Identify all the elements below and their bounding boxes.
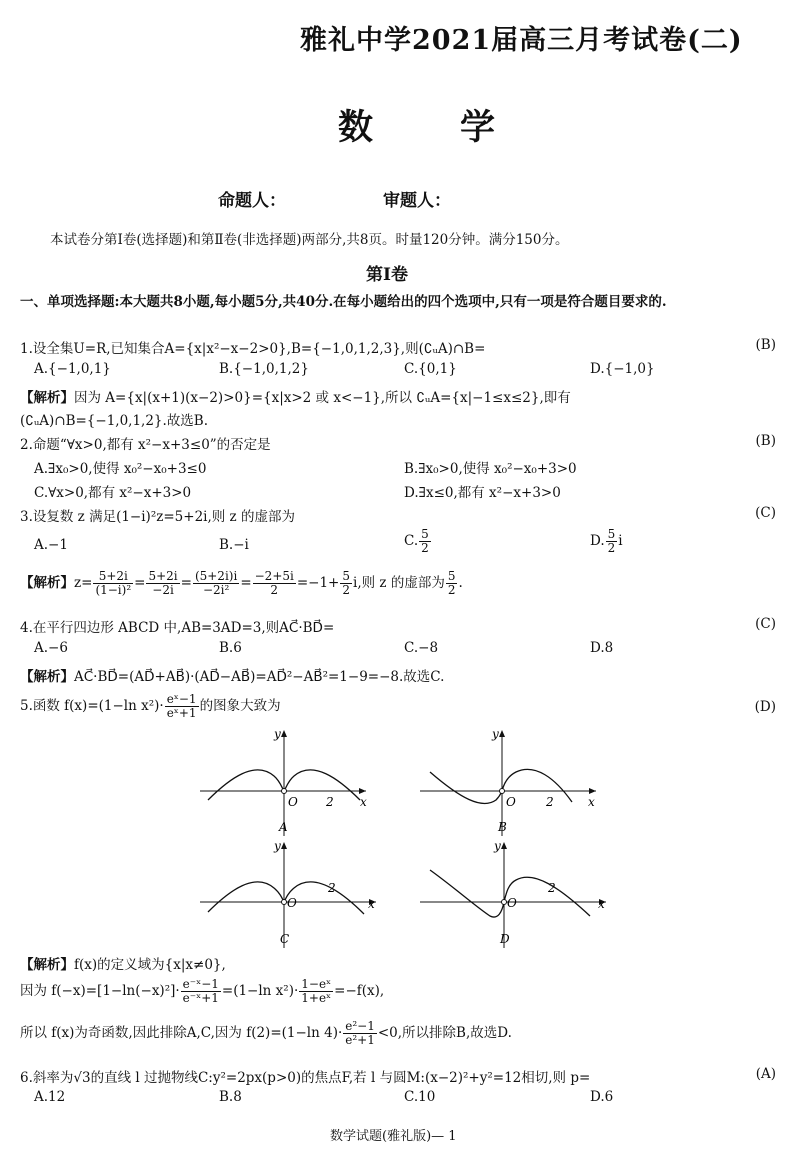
section-heading: 一、单项选择题:本大题共8小题,每小题5分,共40分.在每小题给出的四个选项中,只有一项是符合题目要求的.: [20, 294, 667, 310]
q3-option-b: B.−i: [219, 537, 249, 553]
graph-d-origin: O: [507, 896, 517, 910]
graph-d-y-label: y: [494, 840, 501, 853]
graph-b-x-label: x: [588, 795, 595, 809]
q1-stem: 1.设全集U=R,已知集合A={x|x²−x−2>0},B={−1,0,1,2,3},则(∁ᵤA)∩B=: [20, 341, 486, 357]
graph-a-x-label: x: [360, 795, 367, 809]
q2-option-d: D.∃x≤0,都有 x²−x+3>0: [404, 485, 561, 501]
graph-a-y-label: y: [274, 728, 281, 741]
q4-explanation: 【解析】AC⃗·BD⃗=(AD⃗+AB⃗)·(AD⃗−AB⃗)=AD⃗²−AB⃗²=1−9=−8.故选C.: [20, 669, 445, 685]
q6-stem: 6.斜率为√3的直线 l 过抛物线C:y²=2px(p>0)的焦点F,若 l 与圆M:(x−2)²+y²=12相切,则 p=: [20, 1070, 591, 1086]
q6-option-c: C.10: [404, 1089, 436, 1105]
q5-explanation-line1: 【解析】f(x)的定义域为{x|x≠0},: [20, 957, 226, 973]
q1-option-d: D.{−1,0}: [590, 361, 655, 377]
graph-c-tick: 2: [328, 881, 336, 895]
q3-explanation: 【解析】z= $\frac{5+2i}{\text{(1−i)²}}$ = $\frac{5+2i}{-2i}$ = $\frac{(5+2i)i}{\text{−2i²}}$ = $\frac{-2+5i}{2}$ =−1+ $\frac{5}{2}$ i,则 z 的虚部为 $\frac{5}{2}$ .: [20, 569, 463, 597]
q3-option-c: [404, 528, 432, 555]
q2-stem: 2.命题“∀x>0,都有 x²−x+3≤0”的否定是: [20, 437, 271, 453]
q6-option-d: D.6: [590, 1089, 614, 1105]
q2-option-a: A.∃x₀>0,使得 x₀²−x₀+3≤0: [34, 461, 207, 477]
q5-explanation-line3: 所以 f(x)为奇函数,因此排除A,C,因为 f(2)=(1−ln 4)· $\frac{\text{e²−1}}{\text{e²+1}}$ <0,所以排除B,故选D.: [20, 1019, 512, 1047]
q3-answer: (C): [755, 505, 776, 521]
q3-option-c-fraction: $\frac{5}{2}$: [421, 527, 429, 555]
reviewer-label: 审题人：: [383, 191, 451, 211]
graph-c-y-label: y: [274, 840, 281, 853]
q5-stem: 5.函数 f(x)=(1−ln x²)· $\frac{\text{eˣ−1}}{\text{eˣ+1}}$ 的图象大致为: [20, 692, 281, 720]
q4-option-c: C.−8: [404, 640, 439, 656]
q4-answer: (C): [755, 616, 776, 632]
graph-c-caption: C: [280, 932, 290, 946]
q4-option-b: B.6: [219, 640, 242, 656]
graph-a-tick: 2: [326, 795, 334, 809]
graph-b-y-label: y: [492, 728, 499, 741]
q5-explanation-line2: 因为 f(−x)=[1−ln(−x)²]· $\frac{\text{e⁻ˣ−1}}{\text{e⁻ˣ+1}}$ =(1−ln x²)· $\frac{\text{1−eˣ}}{\text{1+eˣ}}$ =−f(x),: [20, 977, 385, 1005]
graph-b-tick: 2: [546, 795, 554, 809]
q3-stem: 3.设复数 z 满足(1−i)²z=5+2i,则 z 的虚部为: [20, 509, 295, 525]
explain-tag: 【解析】: [20, 390, 74, 406]
q2-option-b: B.∃x₀>0,使得 x₀²−x₀+3>0: [404, 461, 577, 477]
q3-option-c-label: C.: [404, 533, 419, 549]
graph-b-origin: O: [506, 795, 516, 809]
q3-option-d-label: D.: [590, 533, 605, 549]
graph-b: [420, 728, 600, 838]
graph-c-origin: O: [287, 896, 297, 910]
setter-label: 命题人：: [218, 191, 286, 211]
q1-option-b: B.{−1,0,1,2}: [219, 361, 309, 377]
graph-d-tick: 2: [548, 881, 556, 895]
q3-option-d: D. $\frac{5}{2}$ i: [590, 527, 623, 555]
q4-stem: 4.在平行四边形 ABCD 中,AB=3AD=3,则AC⃗·BD⃗=: [20, 620, 335, 636]
q5-answer: (D): [754, 699, 776, 715]
q3-option-d-fraction: $\frac{5}{2}$: [607, 527, 616, 555]
q6-option-a: A.12: [34, 1089, 66, 1105]
graph-c: [200, 840, 380, 950]
q1-expl-text: 因为 A={x|(x+1)(x−2)>0}={x|x>2 或 x<−1},所以 ∁ᵤA={x|−1≤x≤2},即有: [74, 390, 571, 406]
exam-intro: 本试卷分第Ⅰ卷(选择题)和第Ⅱ卷(非选择题)两部分,共8页。时量120分钟。满分150分。: [50, 232, 569, 248]
q1-answer: (B): [755, 337, 776, 353]
subject-title: 数 学: [338, 107, 522, 148]
q2-answer: (B): [755, 433, 776, 449]
q1-explanation-line1: [20, 386, 571, 406]
graph-d: [420, 840, 610, 950]
q6-answer: (A): [755, 1066, 776, 1082]
volume-heading: 第Ⅰ卷: [366, 265, 408, 285]
q1-explanation-line2: (∁ᵤA)∩B={−1,0,1,2}.故选B.: [20, 413, 209, 429]
q1-option-c: C.{0,1}: [404, 361, 457, 377]
graph-b-caption: B: [498, 820, 507, 834]
graph-a-origin: O: [288, 795, 298, 809]
q6-option-b: B.8: [219, 1089, 242, 1105]
q4-option-d: D.8: [590, 640, 614, 656]
q2-option-c: C.∀x>0,都有 x²−x+3>0: [34, 485, 192, 501]
graph-a: [200, 728, 370, 838]
page-footer: 数学试题(雅礼版)— 1: [330, 1129, 457, 1144]
q4-option-a: A.−6: [34, 640, 68, 656]
exam-title: 雅礼中学2021届高三月考试卷(二): [300, 25, 743, 56]
q3-option-a: A.−1: [34, 537, 68, 553]
graph-a-caption: A: [279, 820, 288, 834]
graph-c-x-label: x: [368, 897, 375, 911]
graph-d-x-label: x: [598, 897, 605, 911]
graph-d-caption: D: [500, 932, 510, 946]
q1-option-a: A.{−1,0,1}: [34, 361, 111, 377]
